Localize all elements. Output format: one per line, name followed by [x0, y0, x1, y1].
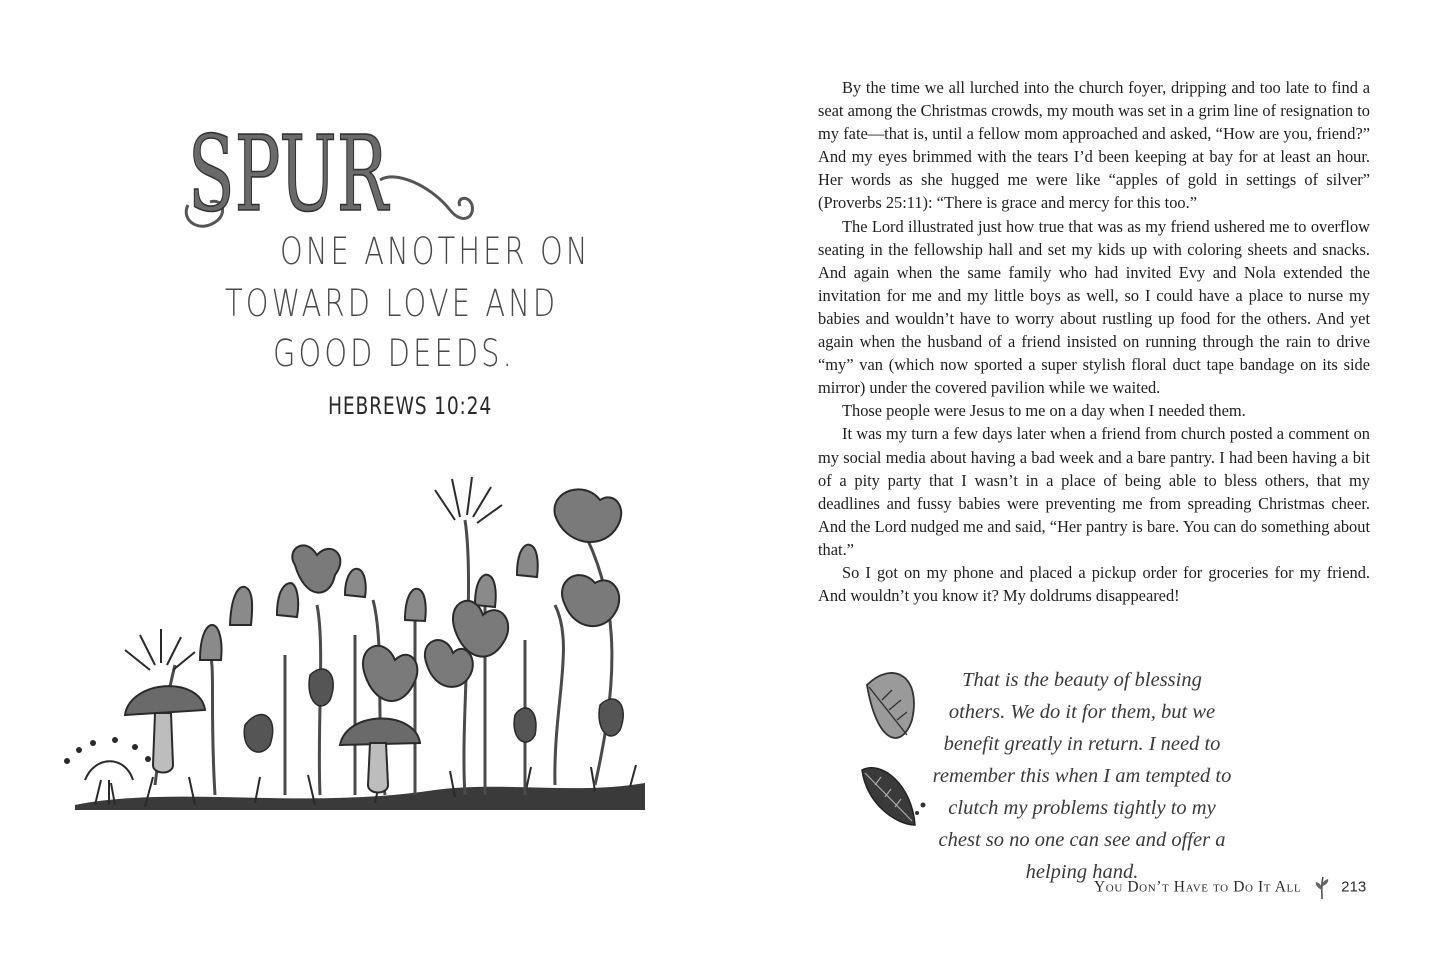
pull-quote: That is the beauty of blessing others. We do it for them, but we benefit greatly in return. I need to remember this when I am tempted to clutch my problems tightly to my chest so no one can see and offer a helping hand.	[932, 669, 1232, 883]
page-footer	[1094, 876, 1366, 900]
wildflowers-mushrooms-illustration	[55, 465, 655, 825]
paragraph-4: It was my turn a few days later when a friend from church posted a comment on my social media about having a bad week and a bare pantry. I had been having a bit of a pity party that I wasn’t in a place of being able to bless others, that my deadlines and fussy babies were preventing me from spreading Christmas cheer. And the Lord nudged me and said, “Her pantry is bare. You can do something about that.”	[818, 424, 1370, 559]
verse-line-3: GOOD DEEDS.	[273, 332, 515, 375]
left-page	[0, 0, 722, 963]
right-page	[722, 0, 1445, 963]
verse-reference: HEBREWS 10:24	[328, 392, 493, 420]
body-text	[818, 76, 1370, 607]
paragraph-3: Those people were Jesus to me on a day when I needed them.	[842, 401, 1246, 421]
paragraph-2: The Lord illustrated just how true that was as my friend ushered me to overflow seating in the fellowship hall and set my kids up with coloring sheets and snacks. And again when the same family who had invited Evy and Nola extended the invitation for me and my little boys as well, so I could have a place to nurse my babies and wouldn’t have to worry about rustling up food for the others. And yet again when the husband of a friend insisted on running through the rain to drive “my” van (which now sported a super stylish floral duct tape bandage on its side mirror) under the covered pavilion while we waited.	[818, 216, 1370, 398]
leaf-icon	[857, 665, 927, 835]
paragraph-5: So I got on my phone and placed a pickup order for groceries for my friend. And wouldn’t you know it? My doldrums disappeared!	[818, 562, 1370, 606]
paragraph-1: By the time we all lurched into the church foyer, dripping and too late to find a seat among the Christmas crowds, my mouth was set in a grim line of resignation to my fate—that is, until a fellow mom approached and asked, “How are you, friend?” And my eyes brimmed with the tears I’d been keeping at bay for at least an hour. Her words as she hugged me were like “apples of gold in settings of silver” (Proverbs 25:11): “There is grace and mercy for this too.”	[818, 78, 1370, 213]
verse-lettering	[180, 110, 640, 430]
verse-line-1: ONE ANOTHER ON	[280, 230, 591, 273]
spur-ornament	[180, 110, 480, 240]
sprig-icon	[1313, 876, 1331, 900]
page-number: 213	[1341, 878, 1367, 896]
verse-line-2: TOWARD LOVE AND	[225, 282, 559, 325]
running-head: You Don’t Have to Do It All	[1094, 878, 1302, 896]
headline-spur: SPUR	[188, 113, 390, 235]
